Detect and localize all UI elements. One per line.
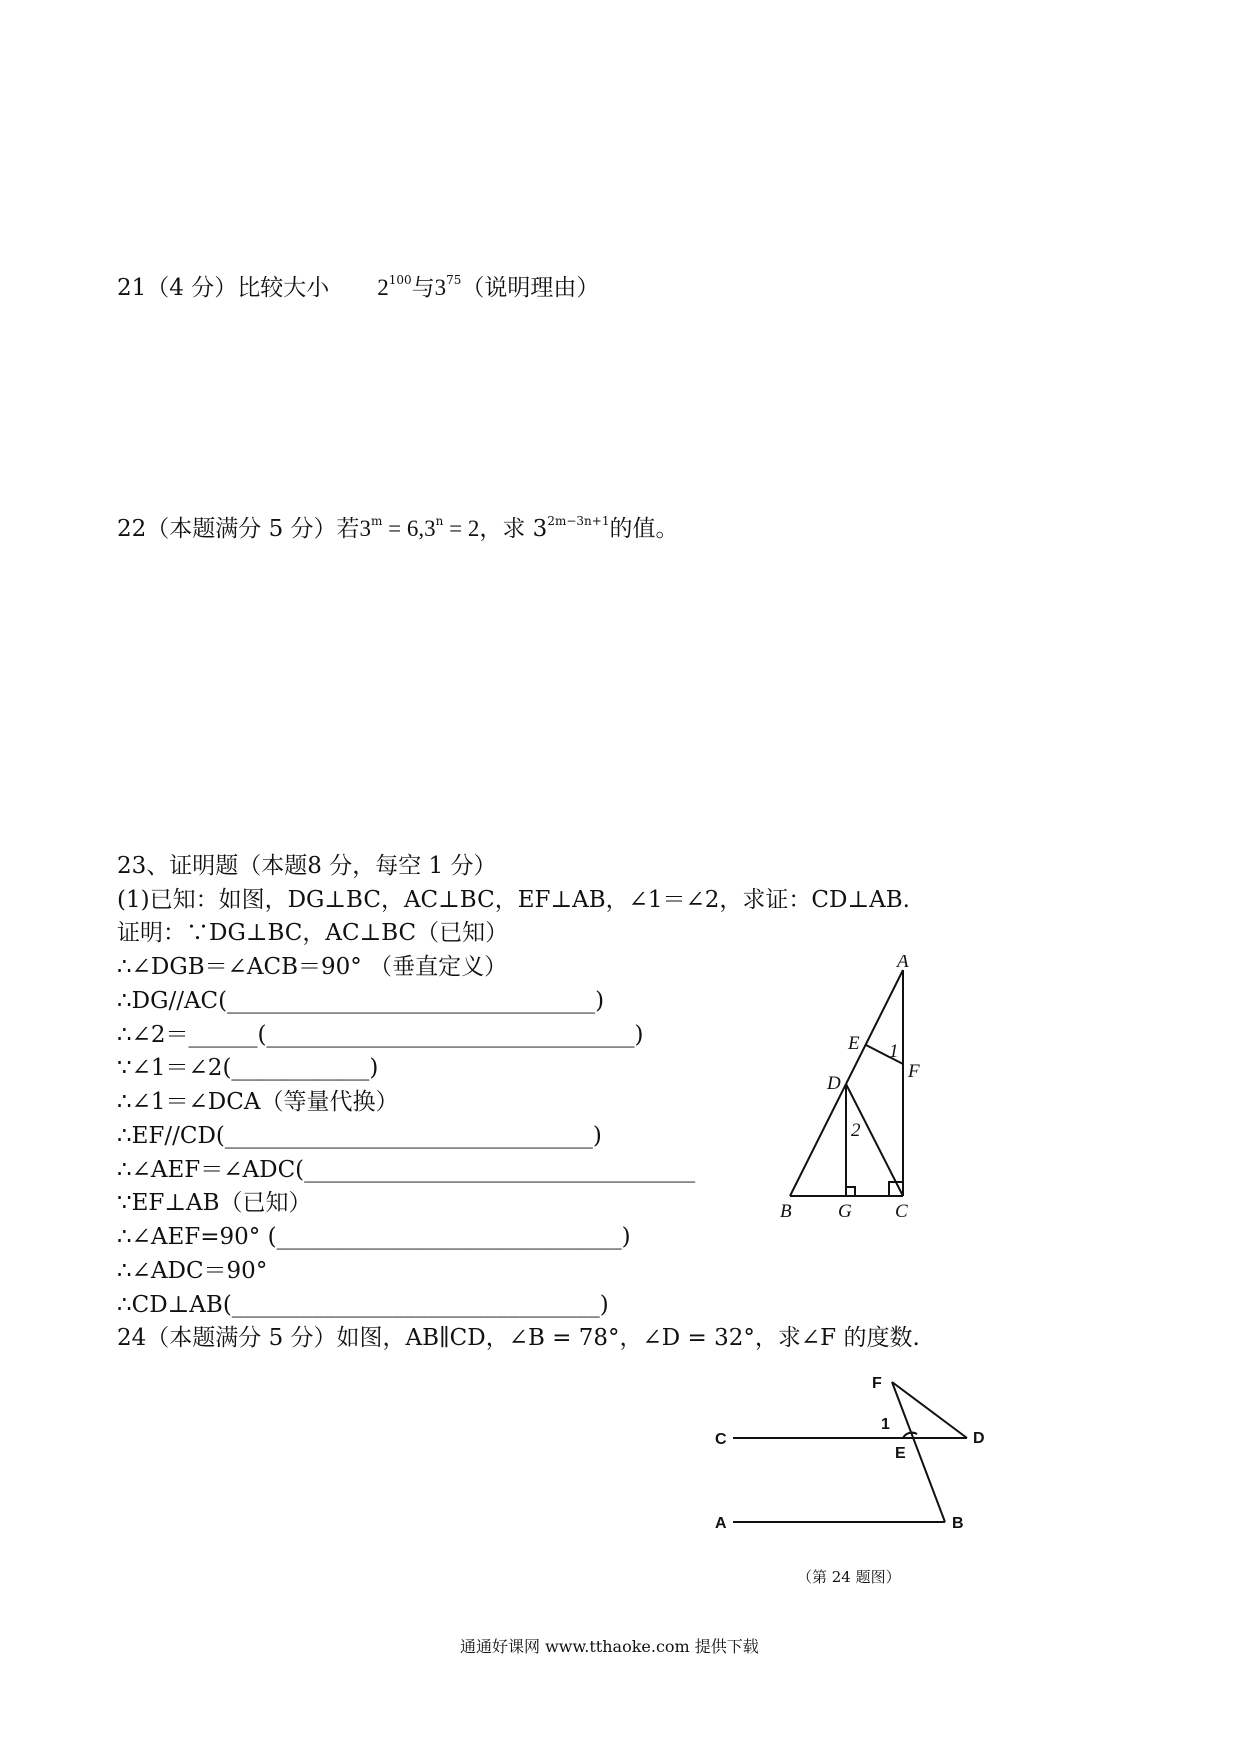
q21-exp2: 75 xyxy=(446,273,462,287)
q22-cond-mid: = 6,3 xyxy=(382,516,436,541)
q22-ask-exp: 2m−3n+1 xyxy=(547,514,610,528)
fig24-label-e: E xyxy=(895,1445,906,1462)
q24-caption: （第 24 题图） xyxy=(797,1568,901,1586)
q21-base1: 2 xyxy=(377,275,389,300)
q23-proof-line: ∵EF⊥AB（已知） xyxy=(117,1190,312,1216)
question-24: 24（本题满分 5 分）如图，AB∥CD，∠B = 78°，∠D = 32°，求∠F 的度数. xyxy=(117,1325,920,1351)
q21-base2: 3 xyxy=(434,275,447,300)
fig24-label-a: A xyxy=(715,1515,727,1532)
fig-label-e: E xyxy=(848,1033,860,1054)
q23-proof-line: ∴∠1＝∠DCA（等量代换） xyxy=(117,1089,399,1115)
q21-exp1: 100 xyxy=(388,273,412,287)
q23-proof-line: ∴EF//CD(________________________________) xyxy=(117,1123,602,1149)
right-angle-g xyxy=(846,1187,855,1196)
fig-label-g: G xyxy=(838,1201,852,1222)
fig-label-2: 2 xyxy=(851,1120,861,1141)
question-21 xyxy=(117,265,599,303)
q23-proof-line: 证明：∵DG⊥BC，AC⊥BC（已知） xyxy=(117,920,509,946)
fig24-label-b: B xyxy=(952,1515,964,1532)
q23-proof-line: ∴∠2＝______(________________________________) xyxy=(117,1022,644,1048)
q23-proof-line: ∴CD⊥AB(________________________________) xyxy=(117,1292,609,1318)
fig-label-b: B xyxy=(780,1201,792,1222)
fig-label-d: D xyxy=(827,1073,841,1094)
q23-figure xyxy=(760,955,960,1225)
q22-prefix: 22（本题满分 5 分）若 xyxy=(117,516,360,542)
q23-proof-line: ∴DG//AC(________________________________) xyxy=(117,988,605,1014)
fig-label-a: A xyxy=(897,955,909,972)
q23-proof-line: ∴∠AEF=90° (______________________________) xyxy=(117,1224,631,1250)
q21-suffix: （说明理由） xyxy=(461,275,600,301)
q23-proof-line: ∴∠DGB＝∠ACB＝90° （垂直定义） xyxy=(117,954,508,980)
q24-figure xyxy=(705,1370,1005,1560)
q21-prefix: 21（4 分）比较大小 xyxy=(117,275,330,301)
q22-cond-exp1: m xyxy=(371,514,383,528)
q23-title: 23、证明题（本题8 分，每空 1 分） xyxy=(117,853,497,879)
fig-label-f: F xyxy=(908,1061,920,1082)
question-22 xyxy=(117,506,678,544)
fig24-label-d: D xyxy=(973,1430,985,1447)
q21-connector: 与 xyxy=(411,275,435,301)
q22-cond-exp2: n xyxy=(435,514,444,528)
fig24-label-1: 1 xyxy=(881,1416,890,1433)
q23-proof-line: ∴∠ADC＝90° xyxy=(117,1258,268,1284)
q22-suffix: 的值。 xyxy=(609,516,679,542)
q22-cond-base1: 3 xyxy=(359,516,372,541)
fig24-label-f: F xyxy=(872,1375,882,1392)
q23-given: (1)已知：如图，DG⊥BC，AC⊥BC，EF⊥AB，∠1＝∠2，求证：CD⊥AB. xyxy=(117,887,910,913)
fig-label-1: 1 xyxy=(889,1041,899,1062)
fig24-label-c: C xyxy=(715,1431,727,1448)
q22-ask: ，求 3 xyxy=(479,516,548,542)
q23-proof-line: ∴∠AEF＝∠ADC(__________________________________ xyxy=(117,1157,696,1183)
fig-label-c: C xyxy=(895,1201,908,1222)
q22-cond-end: = 2 xyxy=(443,516,480,541)
q23-proof-line: ∵∠1＝∠2(____________) xyxy=(117,1055,379,1081)
footer: 通通好课网 www.tthaoke.com 提供下载 xyxy=(460,1637,759,1656)
